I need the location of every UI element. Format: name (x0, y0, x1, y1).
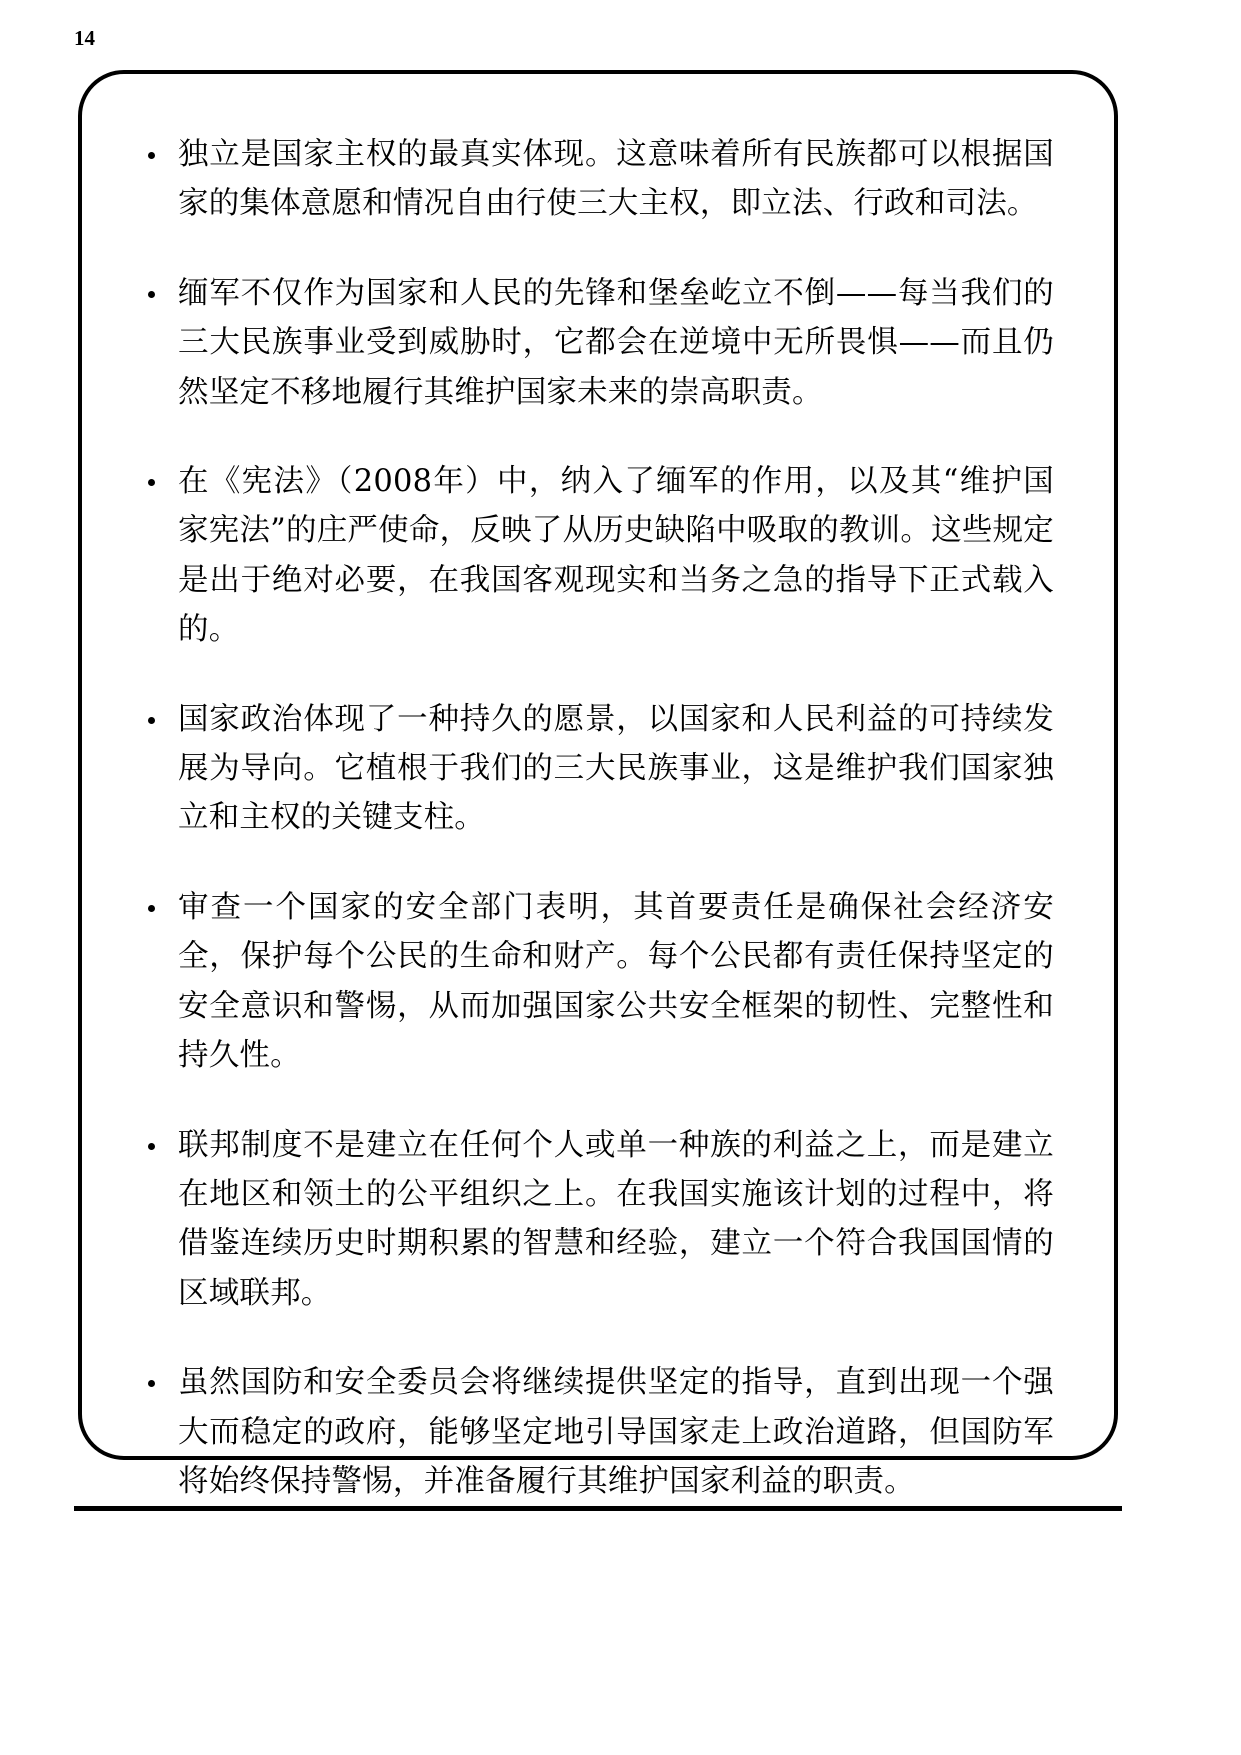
list-item: 缅军不仅作为国家和人民的先锋和堡垒屹立不倒——每当我们的三大民族事业受到威胁时，它都会在逆境中无所畏惧——而且仍然坚定不移地履行其维护国家未来的崇高职责。 (130, 269, 1054, 417)
bullet-list (82, 74, 1114, 1506)
page-number: 14 (74, 26, 95, 50)
list-item: 独立是国家主权的最真实体现。这意味着所有民族都可以根据国家的集体意愿和情况自由行使三大主权，即立法、行政和司法。 (130, 130, 1054, 229)
rounded-content-box (78, 70, 1118, 1499)
list-item: 审查一个国家的安全部门表明，其首要责任是确保社会经济安全，保护每个公民的生命和财产。每个公民都有责任保持坚定的安全意识和警惕，从而加强国家公共安全框架的韧性、完整性和持久性。 (130, 883, 1054, 1081)
list-item: 虽然国防和安全委员会将继续提供坚定的指导，直到出现一个强大而稳定的政府，能够坚定地引导国家走上政治道路，但国防军将始终保持警惕，并准备履行其维护国家利益的职责。 (130, 1358, 1054, 1506)
list-item: 国家政治体现了一种持久的愿景，以国家和人民利益的可持续发展为导向。它植根于我们的三大民族事业，这是维护我们国家独立和主权的关键支柱。 (130, 695, 1054, 843)
list-item: 在《宪法》（2008年）中，纳入了缅军的作用，以及其“维护国家宪法”的庄严使命，反映了从历史缺陷中吸取的教训。这些规定是出于绝对必要，在我国客观现实和当务之急的指导下正式载入的。 (130, 457, 1054, 655)
footer-divider (74, 1506, 1122, 1511)
list-item: 联邦制度不是建立在任何个人或单一种族的利益之上，而是建立在地区和领土的公平组织之上。在我国实施该计划的过程中，将借鉴连续历史时期积累的智慧和经验，建立一个符合我国国情的区域联邦。 (130, 1121, 1054, 1319)
